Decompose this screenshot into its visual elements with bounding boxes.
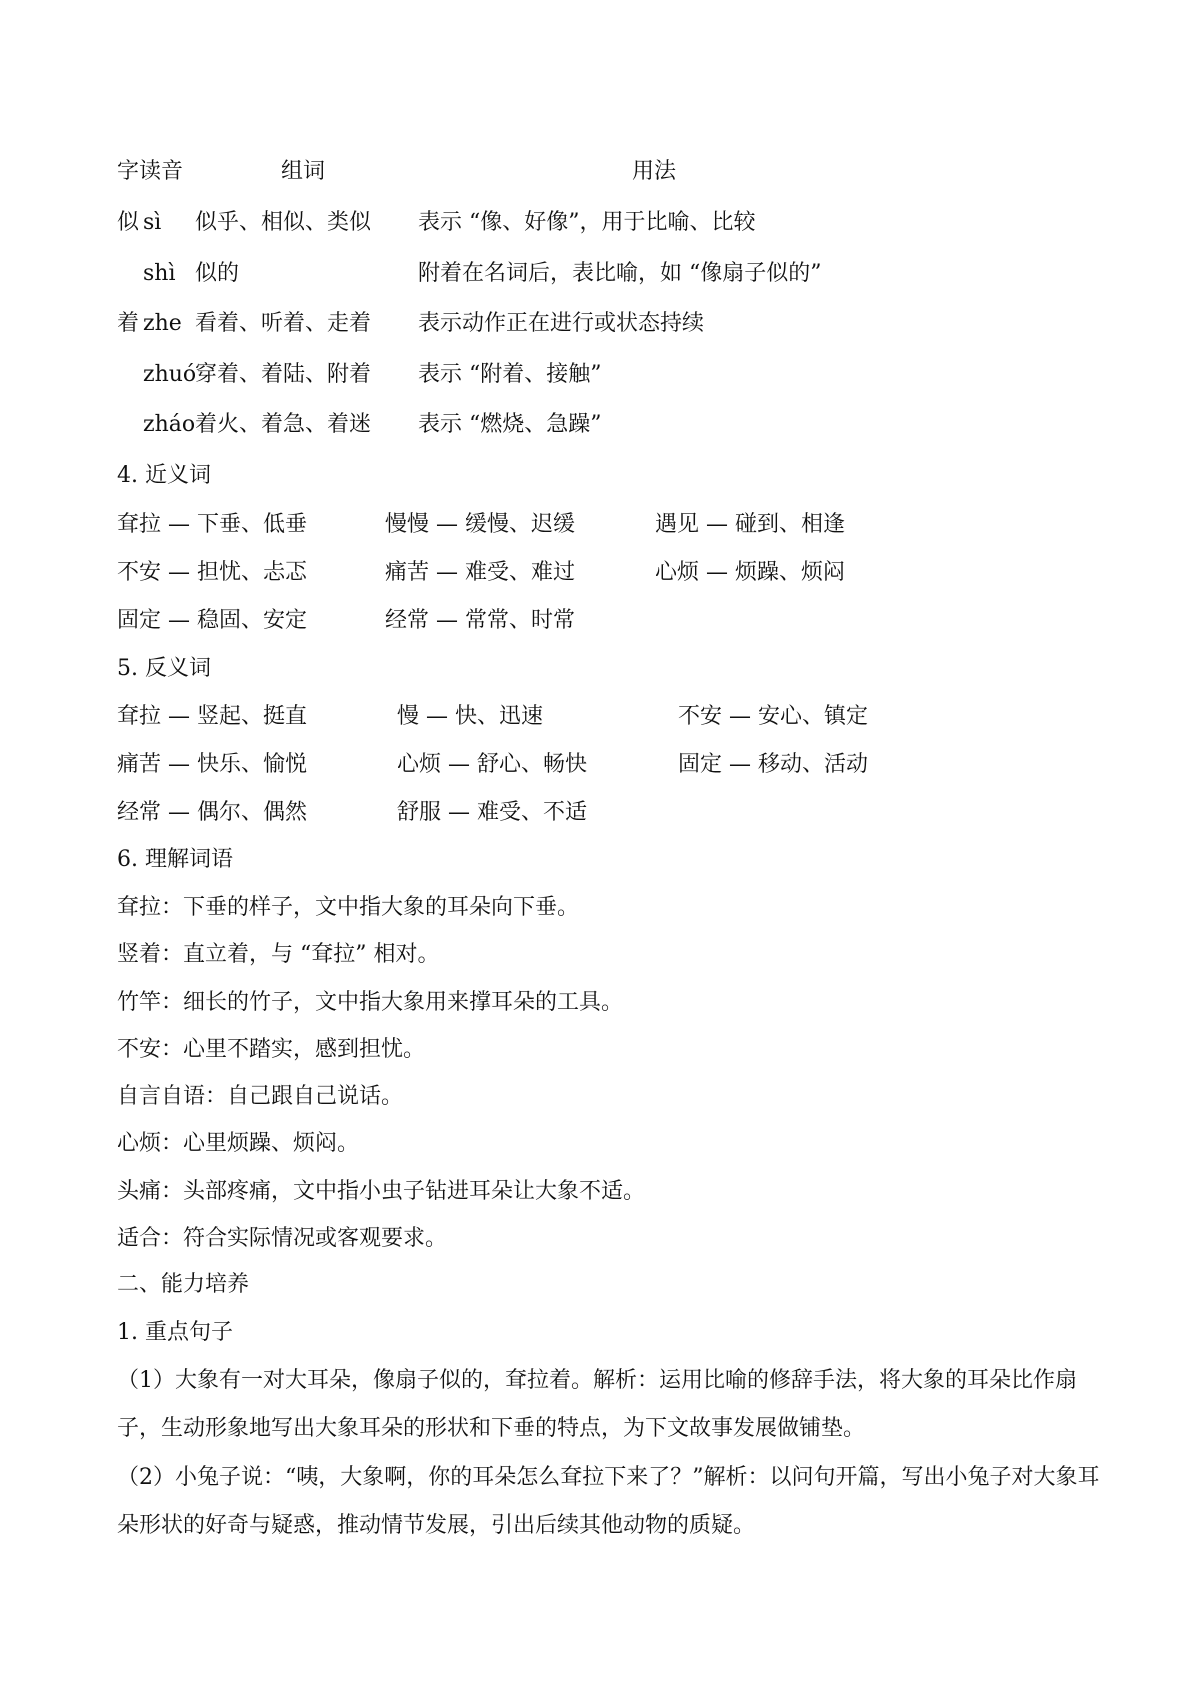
word-definition: 不安：心里不踏实，感到担忧。 (117, 1037, 426, 1062)
table-header-char: 字读音 (117, 159, 184, 184)
poly-pinyin: shì (143, 261, 176, 286)
synonym-pair: 慢慢 — 缓慢、迟缓 (385, 512, 575, 537)
table-header-usage: 用法 (632, 159, 677, 184)
poly-usage: 表示 “燃烧、急躁” (418, 412, 602, 437)
antonyms-heading: 5. 反义词 (117, 656, 211, 681)
synonym-pair: 心烦 — 烦躁、烦闷 (655, 560, 845, 585)
word-definition: 自言自语：自己跟自己说话。 (117, 1084, 404, 1109)
word-definition: 耷拉：下垂的样子，文中指大象的耳朵向下垂。 (117, 895, 580, 920)
synonym-pair: 经常 — 常常、时常 (385, 608, 575, 633)
poly-pinyin: zhuó (143, 362, 197, 387)
poly-words: 看着、听着、走着 (195, 311, 372, 336)
poly-words: 似乎、相似、类似 (195, 210, 372, 235)
table-header-words: 组词 (281, 159, 326, 184)
word-definition: 心烦：心里烦躁、烦闷。 (117, 1131, 360, 1156)
word-definition: 适合：符合实际情况或客观要求。 (117, 1226, 448, 1251)
synonym-pair: 固定 — 稳固、安定 (117, 608, 307, 633)
poly-words: 似的 (195, 261, 240, 286)
synonym-pair: 遇见 — 碰到、相逢 (655, 512, 845, 537)
synonym-pair: 痛苦 — 难受、难过 (385, 560, 575, 585)
poly-char: 着 (117, 311, 140, 336)
antonym-pair: 经常 — 偶尔、偶然 (117, 800, 307, 825)
synonym-pair: 耷拉 — 下垂、低垂 (117, 512, 307, 537)
antonym-pair: 痛苦 — 快乐、愉悦 (117, 752, 307, 777)
poly-words: 着火、着急、着迷 (195, 412, 372, 437)
key-sentences-heading: 1. 重点句子 (117, 1320, 233, 1345)
understand-heading: 6. 理解词语 (117, 847, 233, 872)
poly-char: 似 (117, 210, 140, 235)
poly-pinyin: zhe (143, 311, 182, 336)
ability-heading: 二、能力培养 (117, 1272, 250, 1297)
poly-usage: 附着在名词后，表比喻，如 “像扇子似的” (418, 261, 822, 286)
antonym-pair: 舒服 — 难受、不适 (397, 800, 587, 825)
poly-words: 穿着、着陆、附着 (195, 362, 372, 387)
poly-usage: 表示 “像、好像”，用于比喻、比较 (418, 210, 756, 235)
antonym-pair: 慢 — 快、迅速 (397, 704, 543, 729)
antonym-pair: 耷拉 — 竖起、挺直 (117, 704, 307, 729)
key-sentence: （2）小兔子说：“咦，大象啊，你的耳朵怎么耷拉下来了？”解析：以问句开篇，写出小兔子对大象耳朵形状的好奇与疑惑，推动情节发展，引出后续其他动物的质疑。 (117, 1465, 1100, 1538)
poly-usage: 表示动作正在进行或状态持续 (418, 311, 705, 336)
word-definition: 竖着：直立着，与 “耷拉” 相对。 (117, 942, 440, 967)
poly-pinyin: sì (143, 210, 162, 235)
antonym-pair: 心烦 — 舒心、畅快 (397, 752, 587, 777)
poly-pinyin: zháo (143, 412, 196, 437)
antonym-pair: 不安 — 安心、镇定 (678, 704, 868, 729)
synonym-pair: 不安 — 担忧、忐忑 (117, 560, 307, 585)
word-definition: 竹竿：细长的竹子，文中指大象用来撑耳朵的工具。 (117, 990, 624, 1015)
poly-usage: 表示 “附着、接触” (418, 362, 602, 387)
key-sentence: （1）大象有一对大耳朵，像扇子似的，耷拉着。解析：运用比喻的修辞手法，将大象的耳朵比作扇子，生动形象地写出大象耳朵的形状和下垂的特点，为下文故事发展做铺垫。 (117, 1368, 1078, 1441)
synonyms-heading: 4. 近义词 (117, 463, 211, 488)
word-definition: 头痛：头部疼痛，文中指小虫子钻进耳朵让大象不适。 (117, 1179, 646, 1204)
antonym-pair: 固定 — 移动、活动 (678, 752, 868, 777)
